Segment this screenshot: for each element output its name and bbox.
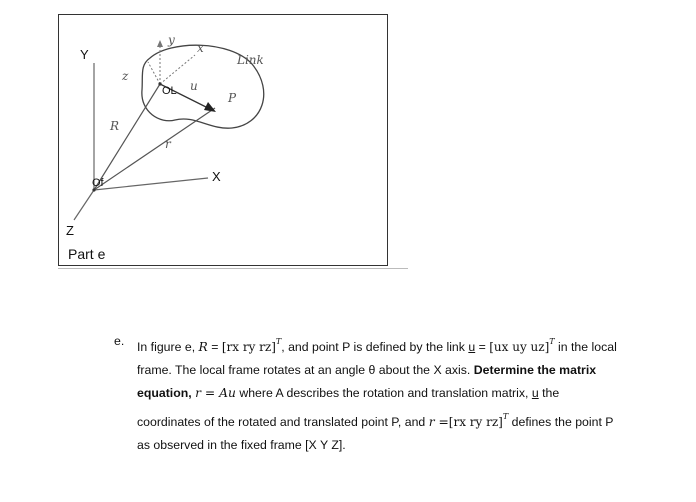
problem-line-1: In figure e, R = [rx ry rz]$^T$, and point P is defined by the link u = [ux uy uz]$^T$ in the local <box>137 337 617 354</box>
local-x-label: x <box>197 41 204 55</box>
matrix-equation: r = Au <box>195 386 236 400</box>
problem-line-2: frame. The local frame rotates at an angle θ about the X axis. Determine the matrix <box>137 363 597 377</box>
problem-body <box>137 330 677 457</box>
vector-r-expr: [rx ry rz] <box>448 415 503 429</box>
local-z-axis <box>148 62 160 84</box>
vector-u-expr: [ux uy uz] <box>489 340 550 354</box>
vector-r-label: r <box>165 137 171 151</box>
origin-local-label: OL <box>162 85 177 97</box>
problem-marker: e. <box>114 334 125 348</box>
problem-line-4: coordinates of the rotated and translated point P, and r =[rx ry rz]$^T$ defines the point P <box>137 412 614 429</box>
fixed-z-axis <box>74 190 94 220</box>
origin-fixed-label: Of <box>92 177 104 189</box>
caption-divider <box>58 268 408 269</box>
problem-line-3: equation, r = Au where A describes the rotation and translation matrix, u the <box>137 386 560 400</box>
problem-line-5: as observed in the fixed frame [X Y Z]. <box>137 438 346 452</box>
vector-R <box>94 84 160 190</box>
point-p-label: P <box>228 91 237 105</box>
axis-x-label: X <box>212 169 221 184</box>
vector-u-label: u <box>190 79 198 93</box>
arrow-p <box>204 102 216 112</box>
link-label: Link <box>237 53 264 67</box>
local-y-label: y <box>168 33 175 47</box>
axis-z-label: Z <box>66 223 74 238</box>
fixed-x-axis <box>94 178 208 190</box>
figure-caption: Part e <box>68 246 106 262</box>
local-y-arrow <box>157 40 163 47</box>
local-z-label: z <box>122 69 129 83</box>
vector-R-label: R <box>110 119 120 133</box>
axis-y-label: Y <box>80 47 89 62</box>
vector-R-expr: [rx ry rz] <box>221 340 276 354</box>
